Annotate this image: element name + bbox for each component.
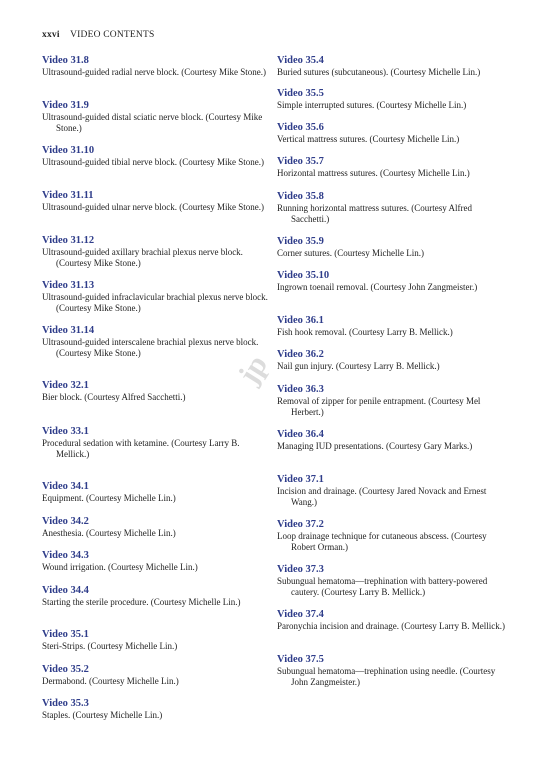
- video-description: Starting the sterile procedure. (Courtesy Michelle Lin.): [42, 597, 241, 607]
- video-description: Incision and drainage. (Courtesy Jared Novack and Ernest Wang.): [277, 486, 487, 507]
- section-title: VIDEO CONTENTS: [70, 30, 155, 40]
- video-description: Ultrasound-guided distal sciatic nerve block. (Courtesy Mike Stone.): [42, 112, 263, 133]
- video-entry: [42, 380, 270, 403]
- video-title: Video 36.3: [277, 384, 324, 395]
- video-title: Video 37.4: [277, 609, 324, 620]
- video-entry: [277, 88, 507, 111]
- video-entry: [277, 384, 507, 418]
- video-entry: [42, 190, 270, 213]
- video-entry: [42, 100, 270, 134]
- video-entry: [42, 481, 270, 504]
- video-entry: [277, 236, 507, 259]
- video-description: Wound irrigation. (Courtesy Michelle Lin.): [42, 562, 198, 572]
- video-description: Removal of zipper for penile entrapment. (Courtesy Mel Herbert.): [277, 396, 481, 417]
- video-entry: [277, 564, 507, 598]
- video-title: Video 34.2: [42, 516, 89, 527]
- video-title: Video 35.1: [42, 629, 89, 640]
- video-title: Video 34.3: [42, 550, 89, 561]
- video-title: Video 35.9: [277, 236, 324, 247]
- video-entry: [277, 429, 507, 452]
- video-entry: [42, 629, 270, 652]
- video-title: Video 32.1: [42, 380, 89, 391]
- video-entry: [42, 516, 270, 539]
- video-description: Equipment. (Courtesy Michelle Lin.): [42, 493, 176, 503]
- video-description: Simple interrupted sutures. (Courtesy Michelle Lin.): [277, 100, 467, 110]
- video-title: Video 35.8: [277, 191, 324, 202]
- video-title: Video 31.13: [42, 280, 95, 291]
- video-title: Video 37.3: [277, 564, 324, 575]
- video-entry: [42, 698, 270, 721]
- video-entry: [42, 325, 270, 359]
- watermark: jp: [232, 349, 275, 390]
- video-description: Bier block. (Courtesy Alfred Sacchetti.): [42, 392, 186, 402]
- video-description: Fish hook removal. (Courtesy Larry B. Mellick.): [277, 327, 453, 337]
- video-entry: [277, 349, 507, 372]
- video-title: Video 37.5: [277, 654, 324, 665]
- video-entry: [277, 55, 507, 78]
- video-title: Video 36.2: [277, 349, 324, 360]
- video-description: Ultrasound-guided ulnar nerve block. (Courtesy Mike Stone.): [42, 202, 264, 212]
- video-description: Paronychia incision and drainage. (Courtesy Larry B. Mellick.): [277, 621, 505, 631]
- video-title: Video 31.10: [42, 145, 95, 156]
- video-description: Corner sutures. (Courtesy Michelle Lin.): [277, 248, 424, 258]
- video-title: Video 31.14: [42, 325, 95, 336]
- video-entry: [277, 519, 507, 553]
- video-title: Video 35.10: [277, 270, 330, 281]
- video-title: Video 37.1: [277, 474, 324, 485]
- video-description: Buried sutures (subcutaneous). (Courtesy Michelle Lin.): [277, 67, 481, 77]
- video-description: Vertical mattress sutures. (Courtesy Michelle Lin.): [277, 134, 460, 144]
- video-description: Horizontal mattress sutures. (Courtesy Michelle Lin.): [277, 168, 470, 178]
- video-description: Subungual hematoma—trephination using needle. (Courtesy John Zangmeister.): [277, 666, 496, 687]
- video-description: Staples. (Courtesy Michelle Lin.): [42, 710, 163, 720]
- video-title: Video 35.4: [277, 55, 324, 66]
- video-description: Ultrasound-guided radial nerve block. (Courtesy Mike Stone.): [42, 67, 266, 77]
- video-entry: [42, 145, 270, 168]
- video-description: Managing IUD presentations. (Courtesy Gary Marks.): [277, 441, 473, 451]
- video-entry: [277, 474, 507, 508]
- video-description: Loop drainage technique for cutaneous abscess. (Courtesy Robert Orman.): [277, 531, 487, 552]
- video-description: Ultrasound-guided infraclavicular brachial plexus nerve block. (Courtesy Mike Stone.): [42, 292, 268, 313]
- video-description: Running horizontal mattress sutures. (Courtesy Alfred Sacchetti.): [277, 203, 472, 224]
- video-description: Ultrasound-guided interscalene brachial plexus nerve block. (Courtesy Mike Stone.): [42, 337, 259, 358]
- video-title: Video 35.7: [277, 156, 324, 167]
- video-entry: [42, 585, 270, 608]
- video-description: Anesthesia. (Courtesy Michelle Lin.): [42, 528, 176, 538]
- video-description: Ultrasound-guided tibial nerve block. (Courtesy Mike Stone.): [42, 157, 264, 167]
- video-entry: [277, 315, 507, 338]
- page-number: xxvi: [42, 30, 60, 40]
- video-title: Video 31.9: [42, 100, 89, 111]
- video-entry: [277, 270, 507, 293]
- video-entry: [277, 609, 507, 632]
- video-title: Video 34.4: [42, 585, 89, 596]
- video-title: Video 36.4: [277, 429, 324, 440]
- video-description: Dermabond. (Courtesy Michelle Lin.): [42, 676, 179, 686]
- video-description: Ingrown toenail removal. (Courtesy John Zangmeister.): [277, 282, 478, 292]
- video-title: Video 31.8: [42, 55, 89, 66]
- video-entry: [42, 235, 270, 269]
- video-description: Ultrasound-guided axillary brachial plexus nerve block. (Courtesy Mike Stone.): [42, 247, 243, 268]
- video-title: Video 36.1: [277, 315, 324, 326]
- video-entry: [277, 191, 507, 225]
- video-title: Video 31.11: [42, 190, 94, 201]
- video-entry: [42, 55, 270, 78]
- video-title: Video 35.6: [277, 122, 324, 133]
- video-entry: [277, 122, 507, 145]
- video-description: Nail gun injury. (Courtesy Larry B. Mellick.): [277, 361, 440, 371]
- video-title: Video 34.1: [42, 481, 89, 492]
- video-entry: [42, 664, 270, 687]
- video-entry: [42, 550, 270, 573]
- video-description: Procedural sedation with ketamine. (Courtesy Larry B. Mellick.): [42, 438, 240, 459]
- video-entry: [277, 654, 507, 688]
- video-title: Video 37.2: [277, 519, 324, 530]
- video-title: Video 35.2: [42, 664, 89, 675]
- video-title: Video 31.12: [42, 235, 95, 246]
- video-entry: [277, 156, 507, 179]
- video-title: Video 35.3: [42, 698, 89, 709]
- video-description: Steri-Strips. (Courtesy Michelle Lin.): [42, 641, 178, 651]
- running-header: [42, 30, 154, 40]
- video-entry: [42, 280, 270, 314]
- video-description: Subungual hematoma—trephination with battery-powered cautery. (Courtesy Larry B. Mellick.): [277, 576, 488, 597]
- video-title: Video 35.5: [277, 88, 324, 99]
- video-entry: [42, 426, 270, 460]
- video-title: Video 33.1: [42, 426, 89, 437]
